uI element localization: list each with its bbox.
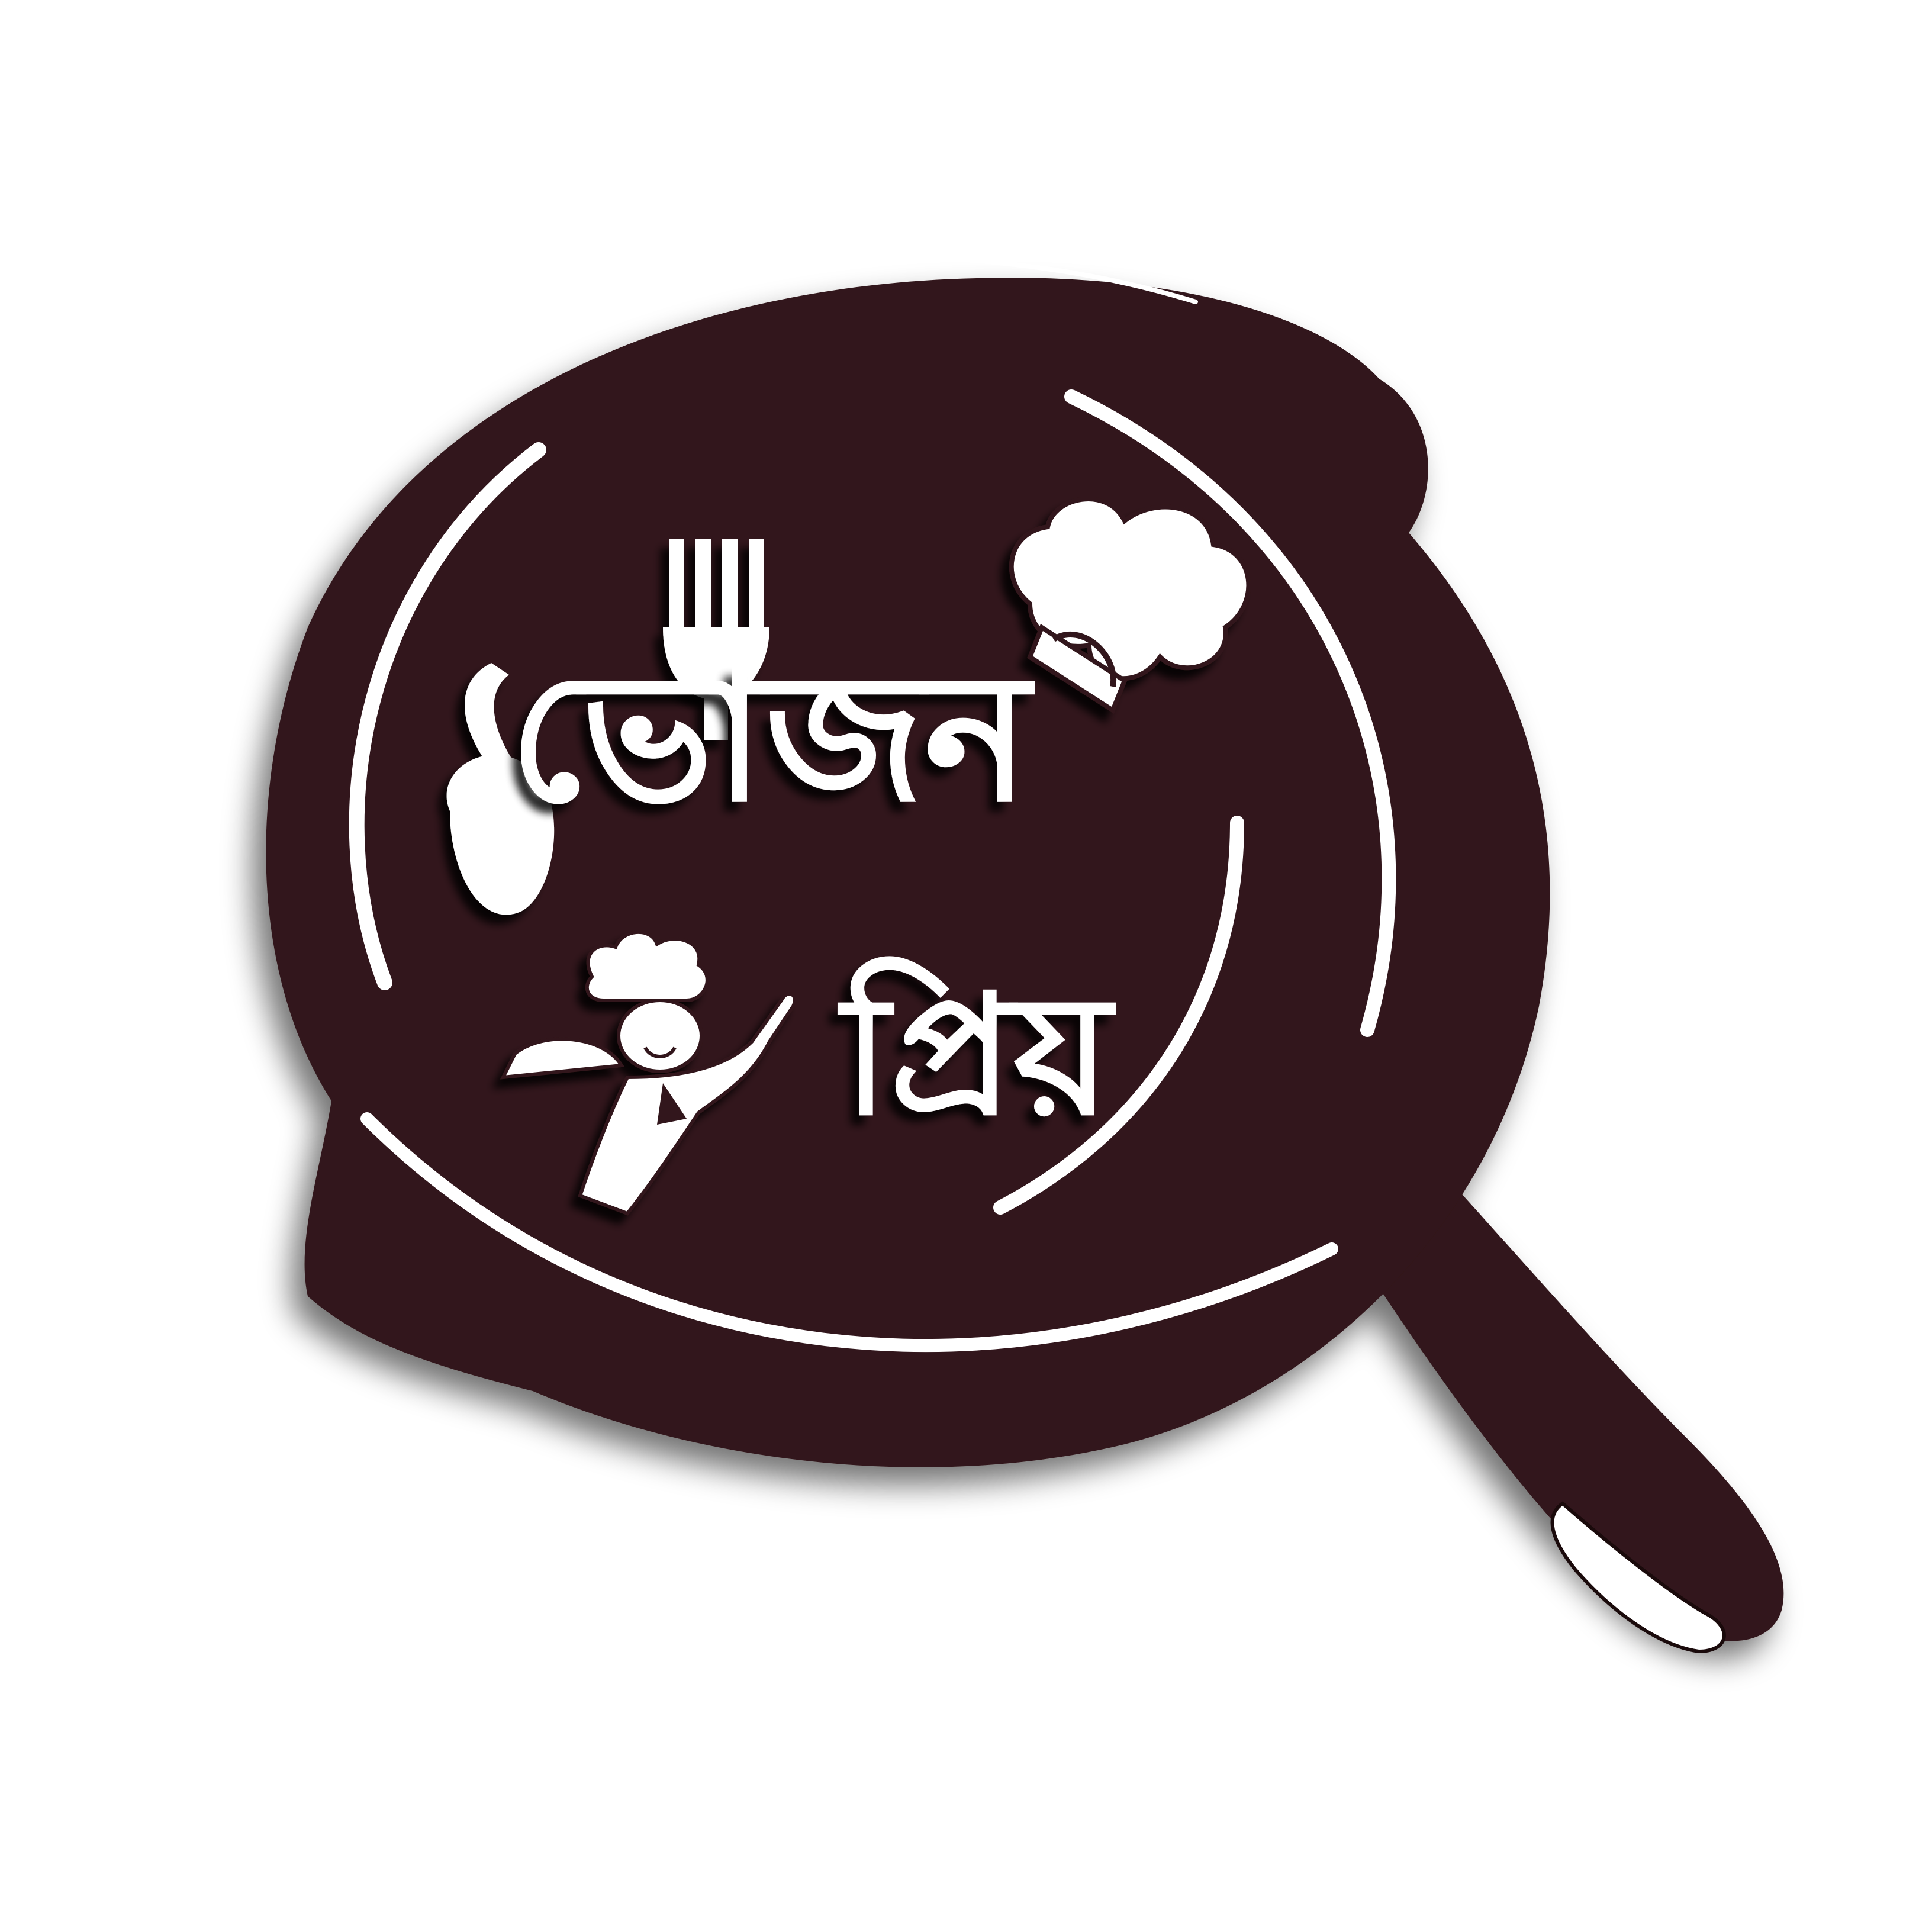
pan-body [266, 278, 1550, 1467]
logo-word-top: ভোজন [509, 635, 1030, 841]
logo-word-bottom: প্রিয় [842, 959, 1112, 1152]
